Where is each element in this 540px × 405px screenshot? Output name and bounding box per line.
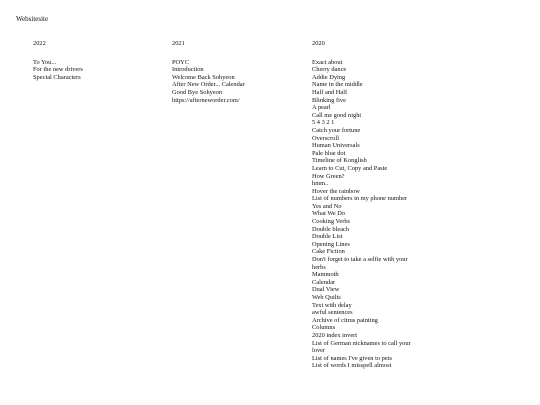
project-link[interactable]: 5 4 3 2 1: [312, 119, 335, 127]
project-link[interactable]: Cherry dance: [312, 66, 347, 74]
project-link[interactable]: How Green?: [312, 172, 345, 180]
year-heading-2020: 2020: [312, 40, 325, 47]
project-link[interactable]: To You...: [33, 58, 57, 66]
project-link[interactable]: Good Bye Sohyeon: [172, 88, 223, 96]
project-link[interactable]: Timeline of Konglish: [312, 157, 367, 165]
project-link[interactable]: POYC: [172, 58, 190, 66]
project-link[interactable]: Welcome Back Sohyeon: [172, 73, 235, 81]
project-link[interactable]: Overscroll: [312, 134, 339, 142]
project-list-2021: [172, 59, 292, 105]
project-list-2022: [33, 59, 153, 82]
project-link[interactable]: awful sentences: [312, 309, 353, 317]
project-link[interactable]: Exact about: [312, 58, 343, 66]
site-title-link[interactable]: Websitesite: [16, 15, 49, 23]
project-link[interactable]: For the new drivers: [33, 66, 83, 74]
project-link[interactable]: Addie Dying: [312, 73, 346, 81]
project-link[interactable]: Half and Half: [312, 88, 348, 96]
project-link[interactable]: Introduction: [172, 66, 204, 74]
project-link[interactable]: Yes and No: [312, 202, 342, 210]
project-link[interactable]: Calendar: [312, 278, 336, 286]
project-link[interactable]: 2020 index invert: [312, 331, 358, 339]
project-link[interactable]: List of German nicknames to call your lover: [312, 339, 411, 355]
year-column-2022: [33, 40, 153, 81]
project-link[interactable]: Opening Lines: [312, 240, 350, 248]
project-link[interactable]: What We Do: [312, 210, 346, 218]
year-column-2021: [172, 40, 292, 104]
project-link[interactable]: Special Characters: [33, 73, 81, 81]
project-link[interactable]: Hover the rainbow: [312, 187, 360, 195]
year-heading-2022: 2022: [33, 40, 46, 47]
project-link[interactable]: Dual View: [312, 286, 340, 294]
project-link[interactable]: A pearl: [312, 104, 331, 112]
project-link[interactable]: List of numbers in my phone number: [312, 195, 408, 203]
project-link[interactable]: hmm..: [312, 180, 329, 188]
year-column-2020: [312, 40, 422, 370]
project-link[interactable]: Double List: [312, 233, 343, 241]
project-link[interactable]: After New Order... Calendar: [172, 81, 245, 89]
project-link[interactable]: Pale blue dot: [312, 149, 346, 157]
project-link[interactable]: Archive of citrus painting: [312, 316, 378, 324]
project-link[interactable]: https://afterneworder.com/: [172, 96, 240, 104]
project-link[interactable]: Human Universals: [312, 142, 360, 150]
project-link[interactable]: Blinking five: [312, 96, 346, 104]
project-link[interactable]: Text with delay: [312, 301, 352, 309]
project-list-2020: [312, 59, 422, 370]
project-link[interactable]: Learn to Cut, Copy and Paste: [312, 164, 388, 172]
project-link[interactable]: Double bleach: [312, 225, 350, 233]
project-link[interactable]: Catch your fortune: [312, 126, 361, 134]
year-heading-2021: 2021: [172, 40, 185, 47]
project-link[interactable]: Cooking Verbs: [312, 218, 351, 226]
project-link[interactable]: Don't forget to take a selfie with your herbs: [312, 256, 408, 271]
project-link[interactable]: List of words I misspell almost: [312, 362, 392, 370]
project-link[interactable]: List of names I've given to pets: [312, 354, 392, 362]
project-link[interactable]: Call me good night: [312, 111, 362, 119]
project-link[interactable]: Columns: [312, 324, 336, 332]
project-link[interactable]: Name in the middle: [312, 81, 363, 89]
project-link[interactable]: Cake Fiction: [312, 248, 345, 256]
project-link[interactable]: Mammoth: [312, 271, 339, 279]
project-link[interactable]: Web Quilts: [312, 294, 341, 301]
